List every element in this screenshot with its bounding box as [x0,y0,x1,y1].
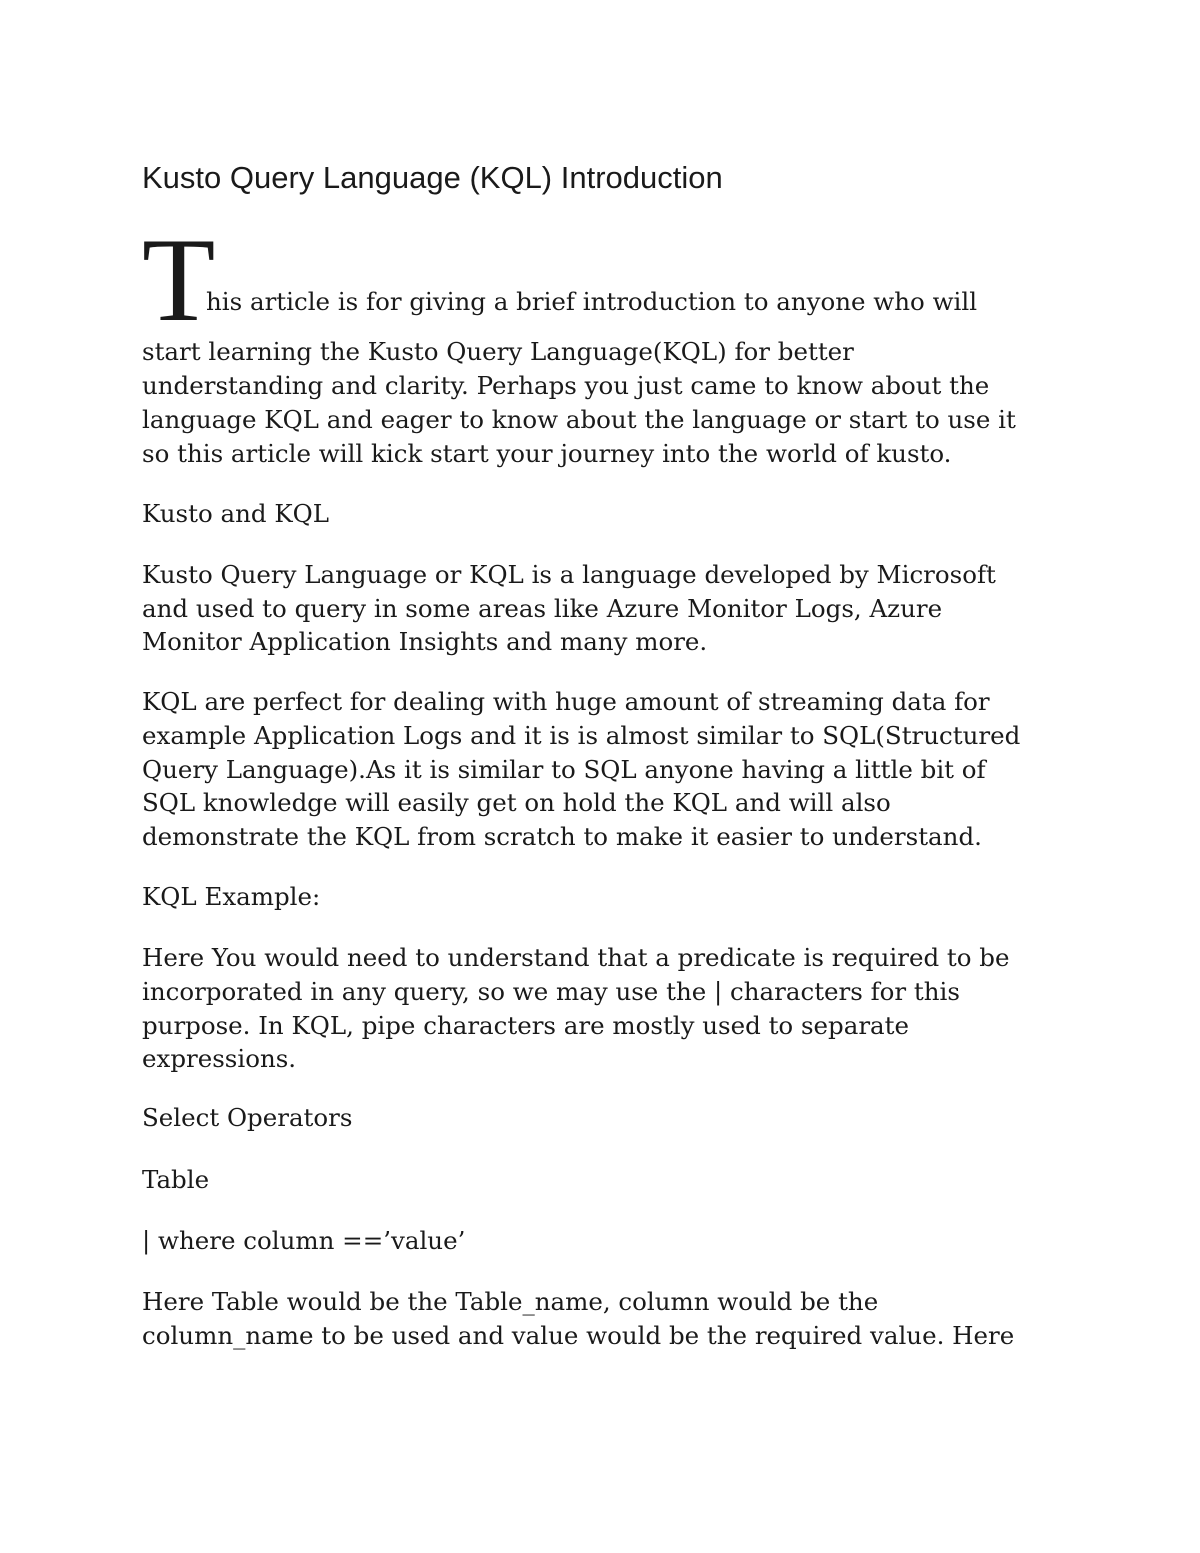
intro-line: language KQL and eager to know about the language or start to use it [142,405,1016,434]
paragraph-line: Kusto Query Language or KQL is a language developed by Microsoft [142,560,996,589]
intro-line: his article is for giving a brief introduction to anyone who will [206,287,978,316]
paragraph-line: KQL are perfect for dealing with huge amount of streaming data for [142,687,990,716]
paragraph-line: column_name to be used and value would be the required value. Here [142,1321,1015,1350]
section-heading-kql-example: KQL Example: [142,882,321,911]
paragraph-line: and used to query in some areas like Azure Monitor Logs, Azure [142,594,943,623]
drop-cap-letter: T [142,213,216,346]
intro-line: so this article will kick start your journey into the world of kusto. [142,439,952,468]
paragraph-line: SQL knowledge will easily get on hold the KQL and will also [142,788,891,817]
code-line-table: Table [142,1165,210,1194]
paragraph-line: Here Table would be the Table_name, column would be the [142,1287,879,1316]
document-title: Kusto Query Language (KQL) Introduction [142,160,723,195]
intro-line: start learning the Kusto Query Language(KQL) for better [142,337,854,366]
paragraph-line: example Application Logs and it is is almost similar to SQL(Structured [142,721,1021,750]
intro-line: understanding and clarity. Perhaps you just came to know about the [142,371,990,400]
paragraph-line: Query Language).As it is similar to SQL anyone having a little bit of [142,755,986,784]
section-heading-kusto-kql: Kusto and KQL [142,499,330,528]
section-heading-select-operators: Select Operators [142,1103,353,1132]
paragraph-line: incorporated in any query, so we may use the | characters for this [142,977,960,1006]
paragraph-line: purpose. In KQL, pipe characters are mostly used to separate [142,1011,909,1040]
paragraph-line: Here You would need to understand that a predicate is required to be [142,943,1010,972]
code-line-where: | where column ==’value’ [142,1226,466,1255]
paragraph-line: demonstrate the KQL from scratch to make it easier to understand. [142,822,982,851]
paragraph-line: Monitor Application Insights and many more. [142,627,708,656]
paragraph-line: expressions. [142,1044,297,1073]
